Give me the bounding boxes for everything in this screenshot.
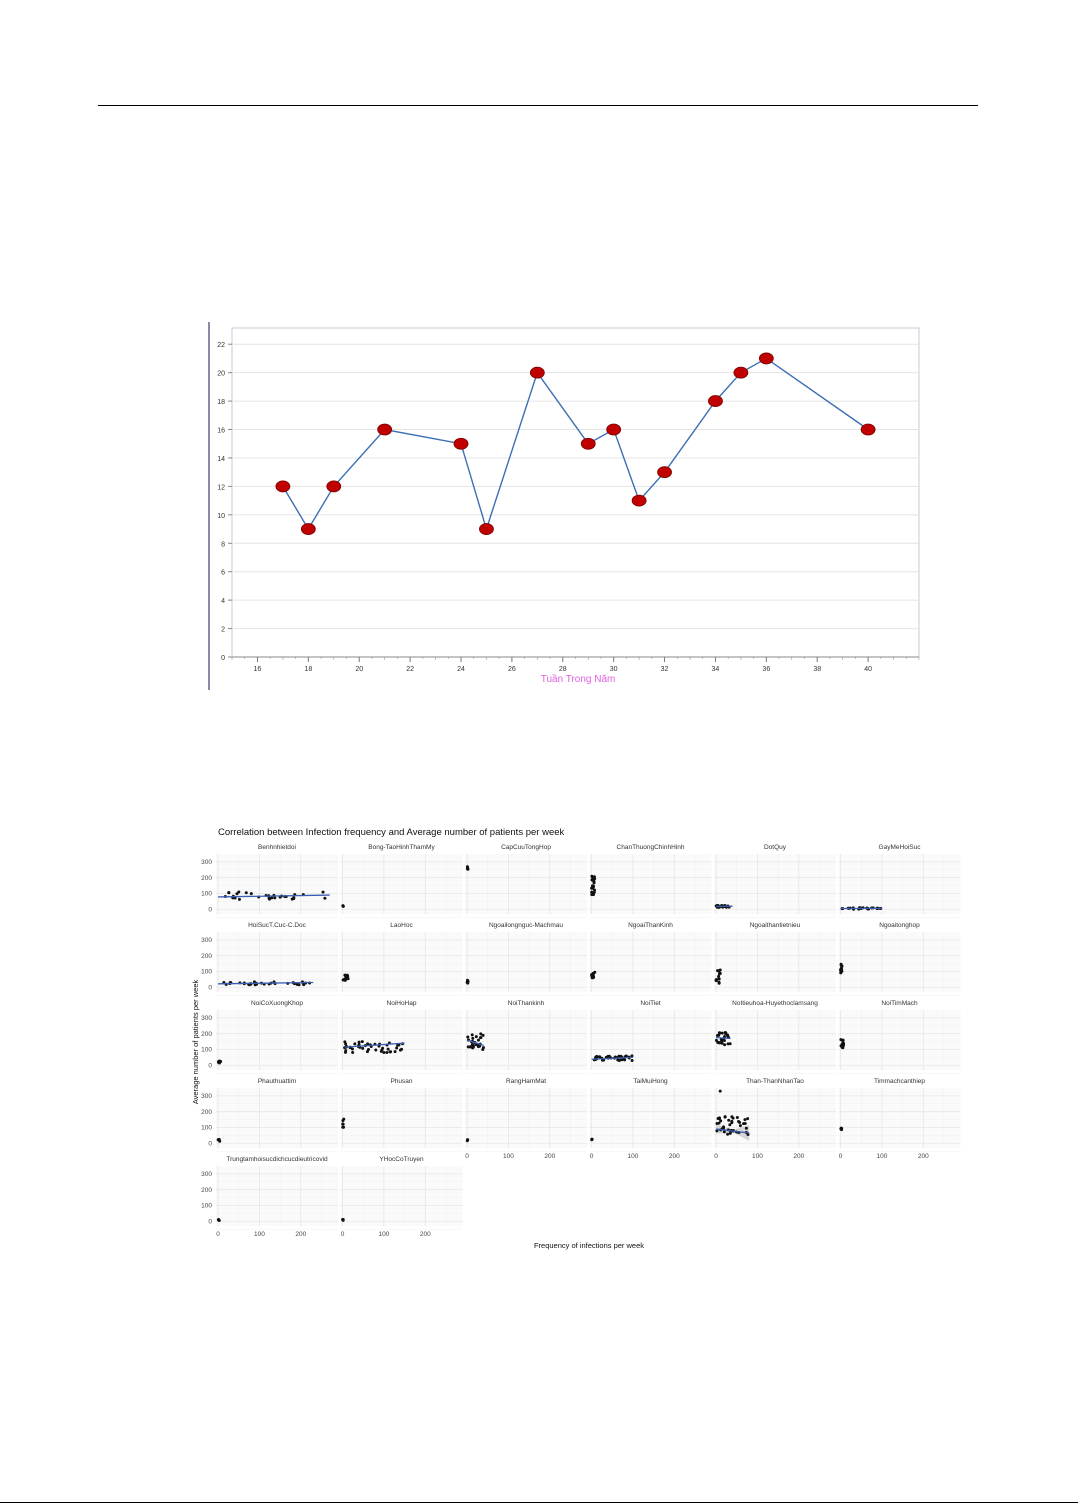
- scatter-point: [593, 971, 596, 974]
- scatter-point: [744, 1122, 747, 1125]
- facet-strip-label: NgoaiThanKinh: [628, 922, 673, 929]
- scatter-point: [381, 1047, 384, 1050]
- y-tick-label: 100: [201, 890, 212, 898]
- x-tick-label: 200: [295, 1231, 307, 1238]
- header-rule: [98, 105, 978, 106]
- data-point-marker: [607, 424, 621, 435]
- facet-panel: [341, 1166, 463, 1226]
- scatter-point: [718, 1116, 721, 1119]
- scatter-point: [745, 1127, 748, 1130]
- scatter-point: [840, 968, 843, 971]
- x-tick-label: 38: [813, 666, 822, 673]
- facet-panel: [465, 932, 587, 992]
- x-tick-label: 34: [711, 666, 720, 673]
- facet-strip-label: Ngoailongnguc-Machmau: [488, 922, 564, 929]
- facet-panel: [341, 854, 463, 914]
- y-tick-label: 300: [201, 937, 212, 945]
- facet-strip-label: RangHamMat: [505, 1078, 547, 1085]
- scatter-point: [715, 1122, 718, 1125]
- scatter-point: [727, 1042, 730, 1045]
- scatter-point: [374, 1048, 377, 1051]
- y-tick-label: 16: [217, 427, 225, 435]
- x-tick-label: 40: [864, 666, 873, 673]
- x-tick-label: 100: [378, 1231, 390, 1238]
- y-tick-label: 100: [201, 968, 212, 976]
- scatter-point: [746, 1117, 749, 1120]
- y-tick-label: 0: [208, 984, 212, 992]
- scatter-point: [717, 975, 720, 978]
- weekly-line-chart: [207, 322, 923, 690]
- y-tick-label: 0: [221, 655, 225, 662]
- scatter-point: [341, 904, 344, 907]
- y-tick-label: 14: [217, 455, 225, 463]
- scatter-point: [715, 979, 718, 982]
- y-tick-label: 4: [221, 598, 225, 606]
- data-point-marker: [276, 481, 290, 492]
- scatter-point: [723, 1039, 726, 1042]
- scatter-point: [361, 1040, 364, 1043]
- scatter-point: [743, 1118, 746, 1121]
- scatter-point: [739, 1124, 742, 1127]
- scatter-point: [298, 983, 301, 986]
- scatter-point: [341, 1119, 344, 1122]
- x-tick-label: 200: [793, 1153, 805, 1160]
- scatter-point: [344, 974, 347, 977]
- scatter-point: [482, 1046, 485, 1049]
- scatter-point: [341, 1122, 344, 1125]
- scatter-point: [732, 1117, 735, 1120]
- data-point-marker: [632, 495, 646, 506]
- scatter-point: [351, 1051, 354, 1054]
- y-tick-label: 100: [201, 1124, 212, 1132]
- x-tick-label: 30: [609, 666, 618, 673]
- scatter-point: [268, 898, 271, 901]
- x-tick-label: 0: [838, 1153, 843, 1160]
- scatter-point: [250, 892, 253, 895]
- y-tick-label: 200: [201, 1030, 212, 1038]
- x-tick-label: 100: [751, 1153, 763, 1160]
- scatter-point: [343, 978, 346, 981]
- scatter-point: [323, 897, 326, 900]
- scatter-point: [466, 868, 469, 871]
- scatter-point: [722, 1125, 725, 1128]
- y-tick-label: 300: [201, 1015, 212, 1023]
- y-axis-label: Average number of patients per week: [191, 979, 200, 1105]
- scatter-point: [723, 1130, 726, 1133]
- facet-panel: [216, 1166, 338, 1226]
- scatter-point: [477, 1045, 480, 1048]
- data-point-marker: [301, 524, 315, 535]
- facet-strip-label: Bong-TaoHinhThamMy: [368, 844, 435, 851]
- scatter-point: [736, 1116, 739, 1119]
- x-tick-label: 0: [714, 1153, 718, 1160]
- data-point-marker: [479, 524, 493, 535]
- facet-strip-label: NoiTimMach: [881, 1000, 918, 1007]
- scatter-point: [730, 1121, 733, 1124]
- facet-scatter-chart: [186, 820, 966, 1260]
- data-point-marker: [530, 367, 544, 378]
- scatter-point: [380, 1050, 383, 1053]
- scatter-point: [592, 878, 595, 881]
- y-tick-label: 300: [201, 1093, 212, 1101]
- scatter-point: [724, 1031, 727, 1034]
- scatter-point: [719, 1090, 722, 1093]
- scatter-point: [217, 1061, 220, 1064]
- x-tick-label: 100: [502, 1153, 514, 1160]
- scatter-point: [347, 977, 350, 980]
- x-tick-label: 200: [419, 1231, 431, 1238]
- scatter-point: [471, 1037, 474, 1040]
- data-point-marker: [658, 467, 672, 478]
- facet-strip-label: LaoHoc: [390, 922, 413, 929]
- scatter-point: [217, 1218, 220, 1221]
- scatter-point: [591, 884, 594, 887]
- x-tick-label: 100: [627, 1153, 639, 1160]
- facet-strip-label: TaiMuiHong: [633, 1078, 668, 1085]
- y-tick-label: 10: [217, 512, 225, 520]
- scatter-point: [292, 896, 295, 899]
- x-axis-label: Frequency of infections per week: [533, 1241, 645, 1250]
- y-tick-label: 0: [208, 906, 212, 914]
- facet-strip-label: Trungtamhoisucdichcucdieutricovid: [226, 1156, 328, 1163]
- scatter-point: [466, 1138, 469, 1141]
- fit-line: [716, 1038, 730, 1039]
- scatter-point: [715, 1039, 718, 1042]
- scatter-point: [466, 981, 469, 984]
- x-axis-label: Tuần Trong Năm: [540, 674, 616, 685]
- x-tick-label: 20: [355, 666, 364, 673]
- facet-strip-label: Than-ThanNhanTao: [746, 1078, 804, 1085]
- scatter-point: [590, 1138, 593, 1141]
- facet-strip-label: Benhnhietdoi: [258, 844, 296, 851]
- x-tick-label: 26: [507, 666, 516, 673]
- data-point-marker: [734, 367, 748, 378]
- facet-strip-label: NoItieuhoa-Huyethoclamsang: [732, 1000, 818, 1007]
- scatter-point: [718, 981, 721, 984]
- x-tick-label: 0: [340, 1231, 345, 1238]
- facet-strip-label: NoiHoHap: [386, 1000, 417, 1007]
- data-point-marker: [708, 396, 722, 407]
- facet-panel: [465, 1088, 587, 1148]
- facet-panel: [714, 1010, 836, 1070]
- y-tick-label: 2: [221, 626, 225, 634]
- facet-panel: [590, 932, 712, 992]
- x-tick-label: 32: [660, 666, 669, 673]
- facet-panel: [216, 854, 338, 914]
- x-tick-label: 100: [876, 1153, 888, 1160]
- y-tick-label: 0: [208, 1218, 212, 1226]
- scatter-point: [727, 1119, 730, 1122]
- scatter-point: [382, 1051, 385, 1054]
- facet-strip-label: NoiCoXuongKhop: [250, 1000, 304, 1007]
- facet-strip-label: NoiTiet: [640, 1000, 661, 1007]
- x-tick-label: 100: [253, 1231, 265, 1238]
- x-tick-label: 24: [457, 666, 465, 673]
- y-tick-label: 18: [217, 399, 225, 407]
- y-tick-label: 300: [201, 1171, 212, 1179]
- data-point-marker: [378, 424, 392, 435]
- scatter-point: [840, 1128, 843, 1131]
- scatter-point: [466, 1036, 469, 1039]
- facet-panel: [341, 1088, 463, 1148]
- y-tick-label: 20: [217, 370, 225, 378]
- x-tick-label: 200: [668, 1153, 680, 1160]
- facet-panel: [465, 854, 587, 914]
- facet-panel: [839, 1010, 961, 1070]
- x-tick-label: 0: [589, 1153, 594, 1160]
- data-point-marker: [861, 424, 875, 435]
- facet-panel: [590, 1088, 712, 1148]
- scatter-point: [385, 1051, 388, 1054]
- facet-strip-label: NoiThankinh: [507, 1000, 545, 1007]
- scatter-point: [387, 1048, 390, 1051]
- facet-panel: [216, 1010, 338, 1070]
- x-tick-label: 200: [544, 1153, 556, 1160]
- scatter-point: [840, 964, 843, 967]
- chart-title: Correlation between Infection frequency and Average number of patients per week: [218, 827, 565, 838]
- y-tick-label: 0: [208, 1140, 212, 1148]
- x-tick-label: 0: [216, 1231, 220, 1238]
- y-tick-label: 0: [208, 1062, 212, 1070]
- scatter-point: [245, 891, 248, 894]
- x-tick-label: 200: [917, 1153, 929, 1160]
- scatter-point: [726, 1133, 729, 1136]
- facet-strip-label: Ngoaitonghop: [879, 922, 920, 929]
- scatter-point: [273, 896, 276, 899]
- scatter-point: [366, 1050, 369, 1053]
- facet-strip-label: Phauthuattim: [257, 1078, 297, 1085]
- y-tick-label: 200: [201, 874, 212, 882]
- scatter-point: [343, 1040, 346, 1043]
- scatter-point: [361, 1047, 364, 1050]
- scatter-point: [235, 892, 238, 895]
- facet-panel: [590, 854, 712, 914]
- scatter-point: [729, 1132, 732, 1135]
- scatter-point: [717, 969, 720, 972]
- scatter-point: [618, 1059, 621, 1062]
- facet-panel: [714, 854, 836, 914]
- scatter-point: [591, 976, 594, 979]
- scatter-point: [631, 1059, 634, 1062]
- x-tick-label: 22: [406, 666, 415, 673]
- facet-strip-label: Timmachcanthiep: [873, 1078, 926, 1085]
- scatter-point: [475, 1035, 478, 1038]
- facet-strip-label: GayMeHoiSuc: [878, 844, 921, 851]
- facet-panel: [465, 1010, 587, 1070]
- facet-strip-label: CapCuuTongHop: [501, 844, 551, 851]
- facet-panel: [590, 1010, 712, 1070]
- scatter-point: [737, 1120, 740, 1123]
- scatter-point: [839, 1038, 842, 1041]
- scatter-point: [479, 1032, 482, 1035]
- scatter-point: [841, 1046, 844, 1049]
- scatter-point: [719, 1041, 722, 1044]
- scatter-point: [394, 1050, 397, 1053]
- scatter-point: [471, 1046, 474, 1049]
- y-tick-label: 200: [201, 1108, 212, 1116]
- y-tick-label: 100: [201, 1202, 212, 1210]
- scatter-point: [395, 1047, 398, 1050]
- data-point-marker: [759, 353, 773, 364]
- y-tick-label: 8: [221, 541, 225, 549]
- scatter-point: [467, 1045, 470, 1048]
- footer-rule: [0, 1502, 1078, 1503]
- facet-panel: [216, 1088, 338, 1148]
- x-tick-label: 16: [253, 666, 262, 673]
- scatter-point: [608, 1055, 611, 1058]
- facet-strip-label: Ngoaithantietnieu: [749, 922, 801, 929]
- scatter-point: [592, 880, 595, 883]
- x-tick-label: 18: [304, 666, 313, 673]
- scatter-point: [389, 1050, 392, 1053]
- scatter-point: [353, 1042, 356, 1045]
- y-tick-label: 200: [201, 952, 212, 960]
- y-tick-label: 100: [201, 1046, 212, 1054]
- scatter-point: [592, 893, 595, 896]
- y-tick-label: 12: [217, 484, 225, 492]
- x-tick-label: 0: [465, 1153, 469, 1160]
- facet-strip-label: ChanThuongChinhHinh: [616, 844, 685, 851]
- scatter-point: [342, 1126, 345, 1129]
- scatter-point: [719, 1119, 722, 1122]
- facet-panel: [839, 854, 961, 914]
- scatter-point: [342, 1218, 345, 1221]
- x-tick-label: 36: [762, 666, 771, 673]
- y-tick-label: 200: [201, 1186, 212, 1194]
- scatter-point: [344, 1051, 347, 1054]
- y-tick-label: 22: [217, 342, 225, 350]
- facet-panel: [839, 932, 961, 992]
- scatter-point: [218, 1140, 221, 1143]
- x-tick-label: 28: [558, 666, 567, 673]
- scatter-point: [471, 1033, 474, 1036]
- scatter-point: [466, 865, 469, 868]
- scatter-point: [477, 1039, 480, 1042]
- scatter-point: [322, 891, 325, 894]
- facet-panel: [714, 932, 836, 992]
- facet-panel: [341, 932, 463, 992]
- y-tick-label: 300: [201, 859, 212, 867]
- scatter-point: [618, 1055, 621, 1058]
- scatter-point: [479, 1036, 482, 1039]
- data-point-marker: [454, 438, 468, 449]
- facet-strip-label: Phusan: [390, 1078, 413, 1085]
- facet-strip-label: HoiSucT.Cuc-C.Doc: [248, 922, 306, 929]
- data-point-marker: [581, 438, 595, 449]
- scatter-point: [400, 1048, 403, 1051]
- scatter-point: [227, 891, 230, 894]
- scatter-point: [717, 1034, 720, 1037]
- scatter-point: [841, 1043, 844, 1046]
- facet-strip-label: YHocCoTruyen: [379, 1156, 424, 1163]
- facet-strip-label: DotQuy: [763, 844, 787, 851]
- facet-panel: [341, 1010, 463, 1070]
- scatter-point: [238, 898, 241, 901]
- data-point-marker: [327, 481, 341, 492]
- plot-area: [232, 328, 919, 657]
- facet-panel: [839, 1088, 961, 1148]
- scatter-point: [351, 1048, 354, 1051]
- y-tick-label: 6: [221, 569, 225, 577]
- scatter-point: [724, 1115, 727, 1118]
